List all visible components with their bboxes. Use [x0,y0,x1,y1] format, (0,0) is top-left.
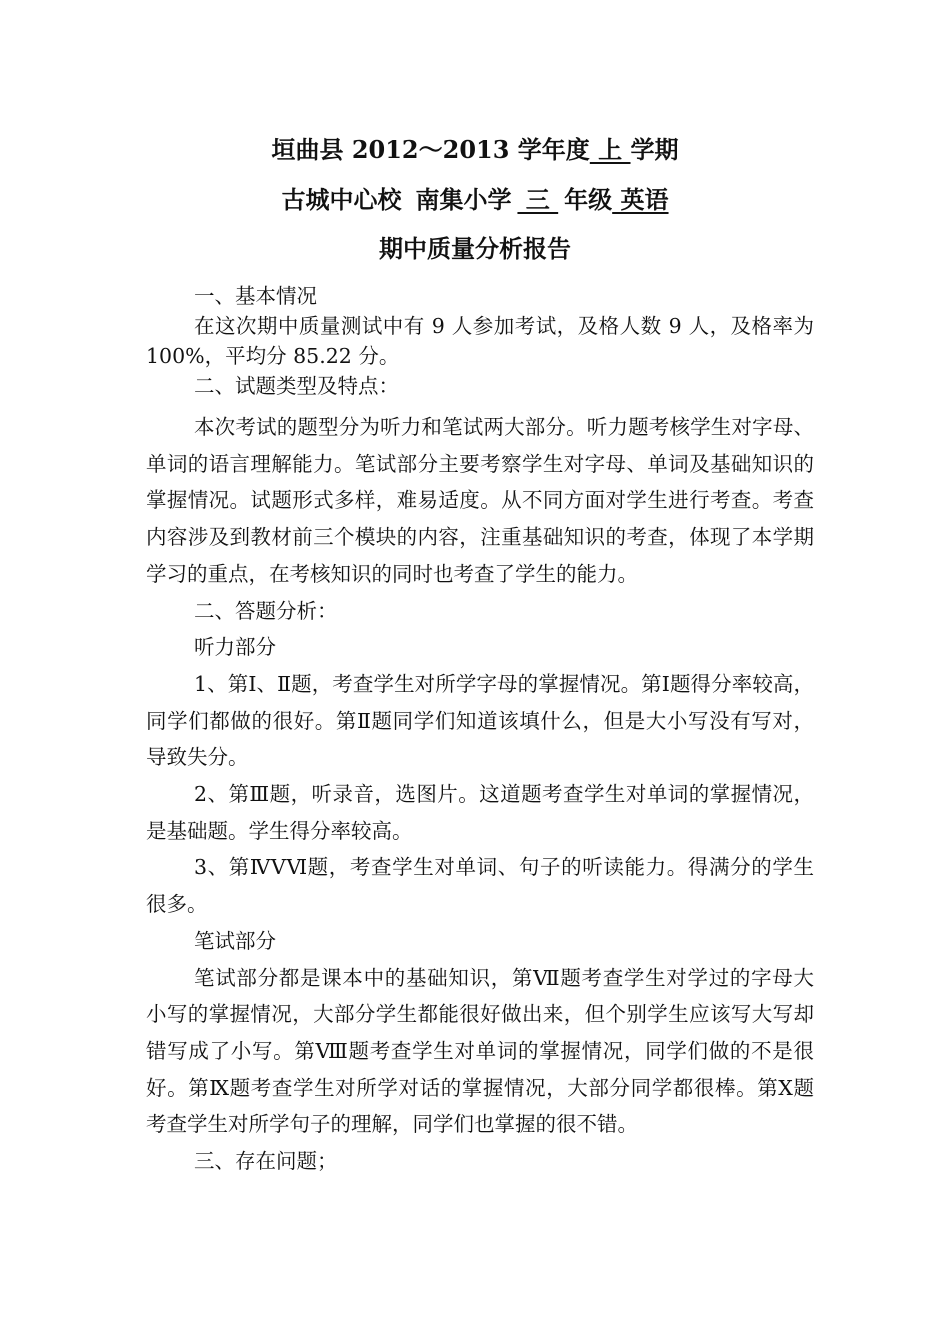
paragraph-basic-stats: 在这次期中质量测试中有 9 人参加考试，及格人数 9 人，及格率为 100%，平均分 85.22 分。 [146,314,814,368]
report-title-line-2 [0,184,950,216]
paragraph-exam-overview: 本次考试的题型分为听力和笔试两大部分。听力题考核学生对字母、单词的语言理解能力。笔试部分主要考察学生对字母、单词及基础知识的掌握情况。试题形式多样，难易适度。从不同方面对学生进行考查。考查内容涉及到教材前三个模块的内容，注重基础知识的考查，体现了本学期学习的重点，在考核知识的同时也考查了学生的能力。 [146,415,814,586]
heading-answer-analysis: 二、答题分析： [194,598,338,623]
title-grade-suffix: 年级 [564,185,613,214]
subheading-writing: 笔试部分 [194,928,276,953]
report-section-main [146,409,814,1180]
heading-basic-info: 一、基本情况 [194,284,317,308]
title-grade: 三 [517,185,559,214]
report-title-line-3: 期中质量分析报告 [379,234,571,263]
heading-question-types: 二、试题类型及特点： [194,374,399,398]
title-term: 上 [589,135,631,164]
title-semester: 学期 [630,135,679,164]
report-title-line-1 [0,134,950,166]
report-section-basic [146,281,814,401]
paragraph-listening-3: 3、第ⅣⅤⅥ题，考查学生对单词、句子的听读能力。得满分的学生很多。 [146,855,814,917]
title-subschool: 南集小学 [415,185,512,214]
title-school: 古城中心校 [281,185,402,214]
heading-problems: 三、存在问题； [194,1149,338,1174]
title-subject: 英语 [612,185,669,214]
paragraph-listening-1: 1、第Ⅰ、Ⅱ题，考查学生对所学字母的掌握情况。第Ⅰ题得分率较高，同学们都做的很好。第Ⅱ题同学们知道该填什么，但是大小写没有写对，导致失分。 [146,671,814,770]
paragraph-writing: 笔试部分都是课本中的基础知识，第Ⅶ题考查学生对学过的字母大小写的掌握情况，大部分学生都能很好做出来，但个别学生应该写大写却错写成了小写。第Ⅷ题考查学生对单词的掌握情况，同学们做的不是很好。第Ⅸ题考查学生对所学对话的掌握情况，大部分同学都很棒。第Ⅹ题考查学生对所学句子的理解，同学们也掌握的很不错。 [146,965,814,1137]
subheading-listening: 听力部分 [194,635,276,660]
paragraph-listening-2: 2、第Ⅲ题，听录音，选图片。这道题考查学生对单词的掌握情况，是基础题。学生得分率较高。 [146,782,814,843]
title-year-range: 垣曲县 2012～2013 学年度 [271,135,590,164]
